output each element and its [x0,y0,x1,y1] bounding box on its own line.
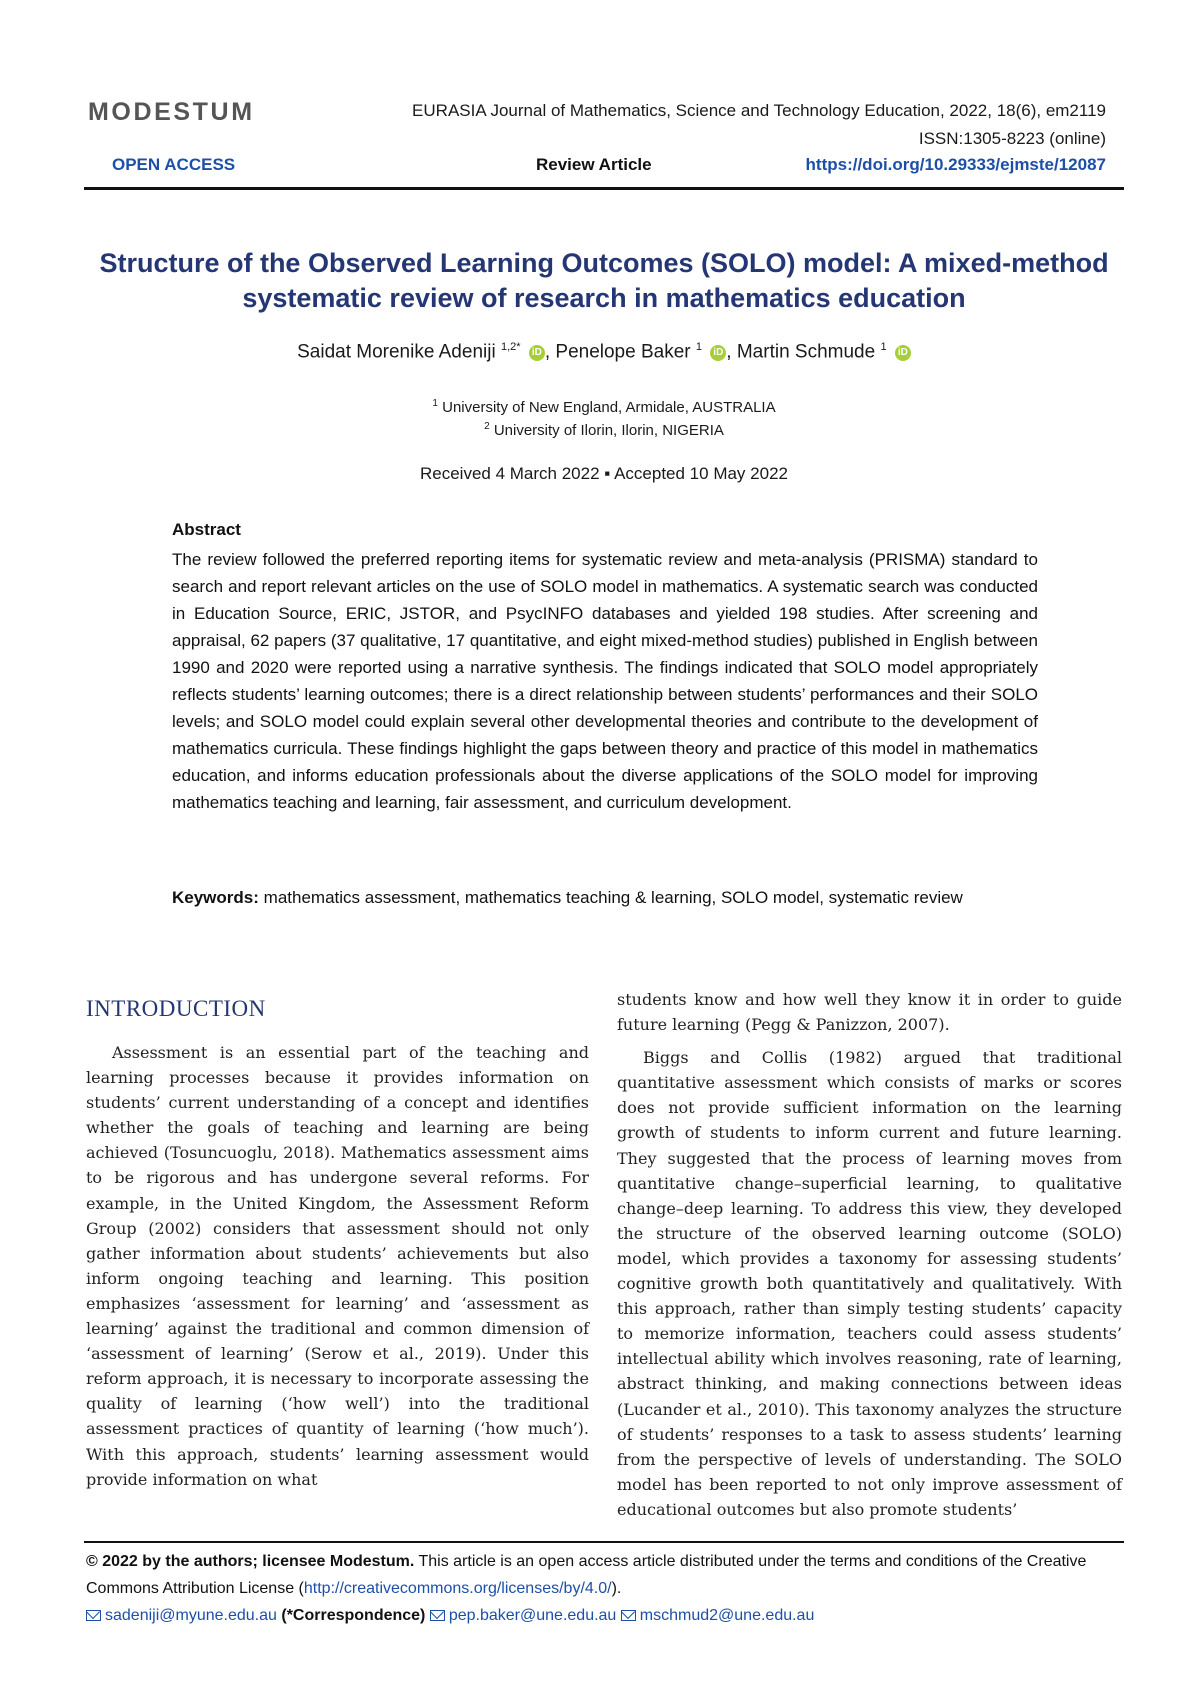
author-affil-sup: 1 [880,341,887,353]
paragraph: Biggs and Collis (1982) argued that traditional quantitative assessment which consists of marks or scores does not provide sufficient information on the learning growth of students to inform current and future learning. They suggested that the process of learning moves from quantitative change–superficial learning, to qualitative change–deep learning. To address this view, they developed the structure of the observed learning outcome (SOLO) model, which provides a taxonomy for assessing students’ cognitive growth both quantitatively and qualitatively. With this approach, rather than simply testing students’ capacity to memorize information, teachers could assess students’ intellectual ability which involves reasoning, rate of learning, abstract thinking, and making connections between ideas (Lucander et al., 2010). This taxonomy analyzes the structure of students’ responses to a task to assess students’ learning from the perspective of levels of understanding. The SOLO model has been reported to not only improve assessment of educational outcomes but also promote students’ [617,1048,1122,1519]
correspondence-label: (*Correspondence) [281,1607,426,1624]
keywords-list: mathematics assessment, mathematics teaching & learning, SOLO model, systematic review [263,888,963,907]
paragraph: Assessment is an essential part of the teaching and learning processes because it provides information on students’ current understanding of a concept and identifies whether the goals of teaching and learning are being achieved (Tosuncuoglu, 2018). Mathematics assessment aims to be rigorous and has undergone several reforms. For example, in the United Kingdom, the Assessment Reform Group (2002) considers that assessment should not only gather information about students’ achievements but also inform ongoing teaching and learning. This position emphasizes ‘assessment for learning’ and ‘assessment as learning’ against the traditional and common dimension of ‘assessment of learning’ (Serow et al., 2019). Under this reform approach, it is necessary to incorporate assessing the quality of learning (‘how well’) into the traditional assessment practices of quantity of learning (‘how much’). With this approach, students’ learning assessment would provide information on what [86,1043,589,1489]
doi-link[interactable]: https://doi.org/10.29333/ejmste/12087 [805,155,1106,174]
affil-sup: 1 [432,398,438,409]
contact-emails [86,1602,1126,1629]
paragraph: students know and how well they know it in order to guide future learning (Pegg & Panizzon, 2007). [617,990,1122,1035]
affil-text: University of New England, Armidale, AUSTRALIA [442,399,776,416]
affiliation [84,398,1124,416]
footer-divider [84,1541,1124,1543]
keywords [172,884,1038,911]
envelope-icon [621,1610,636,1621]
copyright-text: This article is an open access article distributed under the terms and conditions of the Creative Commons Attribution License ( [86,1553,1087,1597]
envelope-icon [430,1610,445,1621]
copyright-bold: © 2022 by the authors; licensee Modestum. [86,1553,415,1570]
article-title [84,246,1124,316]
right-column [617,987,1122,1522]
envelope-icon [86,1610,101,1621]
affiliation [84,421,1124,439]
affil-sup: 2 [484,421,490,432]
journal-citation: EURASIA Journal of Mathematics, Science and Technology Education, 2022, 18(6), em2119 [412,101,1106,120]
abstract-text: The review followed the preferred reporting items for systematic review and meta-analysis (PRISMA) standard to search and report relevant articles on the use of SOLO model in mathematics. A systematic search was conducted in Education Source, ERIC, JSTOR, and PsycINFO databases and yielded 198 studies. After screening and appraisal, 62 papers (37 qualitative, 17 quantitative, and eight mixed-method studies) published in English between 1990 and 2020 were reported using a narrative synthesis. The findings indicated that SOLO model appropriately reflects students’ learning outcomes; there is a direct relationship between students’ performances and their SOLO levels; and SOLO model could explain several other developmental theories and contribute to the development of mathematics curricula. These findings highlight the gaps between theory and practice of this model in mathematics education, and informs education professionals about the diverse applications of the SOLO model for improving mathematics teaching and learning, fair assessment, and curriculum development. [172,550,1038,812]
title-line-1: Structure of the Observed Learning Outcomes (SOLO) model: A mixed-method [99,248,1109,278]
email-link[interactable]: mschmud2@une.edu.au [639,1607,815,1624]
article-type: Review Article [536,155,652,174]
open-access-label: OPEN ACCESS [112,155,236,174]
section-heading: INTRODUCTION [86,996,266,1021]
orcid-icon[interactable]: iD [529,345,545,361]
orcid-icon[interactable]: iD [710,345,726,361]
author-name: Martin Schmude [736,341,876,363]
affil-text: University of Ilorin, Ilorin, NIGERIA [493,422,724,439]
issn: ISSN:1305-8223 (online) [918,129,1106,148]
header-divider [84,187,1124,190]
author-name: Penelope Baker [555,341,691,363]
author-list: Saidat Morenike Adeniji $^{1,2*}$ iD , Penelope Baker $^1$ iD , Martin Schmude $^1$ iD [84,341,1124,363]
author-name: Saidat Morenike Adeniji [297,341,496,363]
keywords-label: Keywords: [172,888,259,907]
author-affil-sup: 1 [695,341,703,353]
email-link[interactable]: sadeniji@myune.edu.au [105,1607,277,1624]
email-link[interactable]: pep.baker@une.edu.au [448,1607,617,1624]
orcid-icon[interactable]: iD [895,345,911,361]
abstract-heading: Abstract [172,520,241,539]
footer [86,1548,1126,1629]
received-accepted-dates: Received 4 March 2022 ▪ Accepted 10 May 2022 [420,464,788,483]
left-column [86,1040,589,1492]
copyright-notice: © 2022 by the authors; licensee Modestum. This article is an open access article distributed under the terms and conditions of the Creative Commons Attribution License (http://creativecommons.org/licenses/by/4.0/). [86,1553,1087,1597]
title-line-2: systematic review of research in mathematics education [242,283,966,313]
publisher-logo: MODESTUM [88,98,255,126]
license-link[interactable]: http://creativecommons.org/licenses/by/4.0/ [303,1580,612,1597]
author-affil-sup: 1,2* [500,341,521,353]
